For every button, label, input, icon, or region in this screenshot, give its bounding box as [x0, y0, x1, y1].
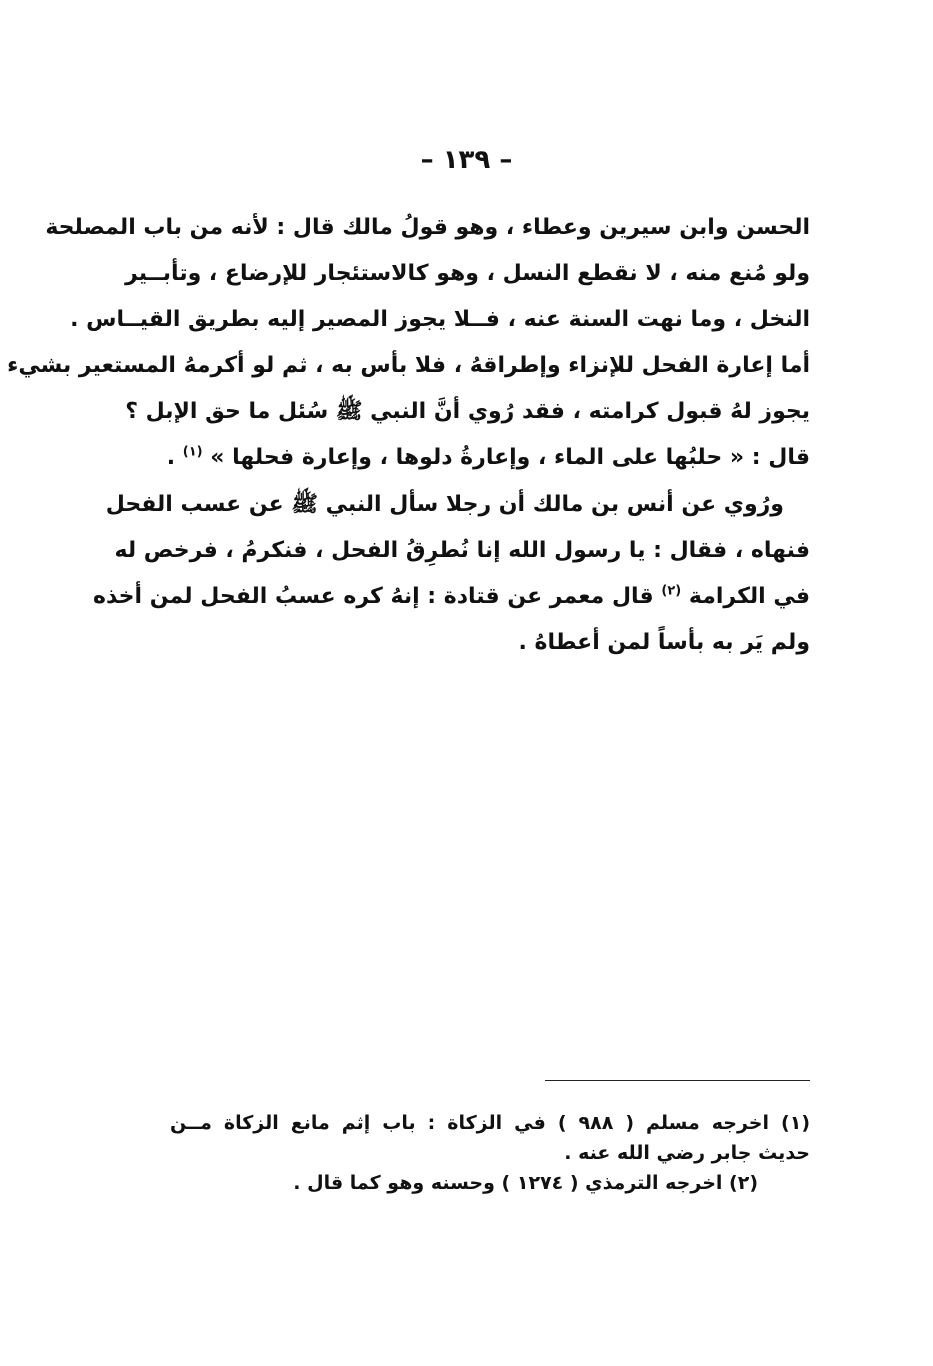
footnote-ref-1: (١): [182, 444, 203, 460]
text-line: [166, 435, 810, 481]
text-line: [92, 574, 810, 620]
footnote-divider: [545, 1080, 810, 1081]
end-punctuation: .: [166, 445, 176, 470]
footnote-2-line: (٢) اخرجه الترمذي ( ١٢٧٤ ) وحسنه وهو كما قال .: [293, 1172, 758, 1194]
text-segment: في الكرامة: [688, 584, 810, 609]
text-line: فنهاه ، فقال : يا رسول الله إنا نُطرِقُ الفحل ، فنكرمُ ، فرخص له: [114, 538, 810, 563]
text-line: الحسن وابن سيرين وعطاء ، وهو قولُ مالك قال : لأنه من باب المصلحة: [45, 215, 810, 240]
footnote-1-line: (١) اخرجه مسلم ( ٩٨٨ ) في الزكاة : باب إثم مانع الزكاة مــن: [170, 1112, 810, 1134]
footnote-1-line: حديث جابر رضي الله عنه .: [564, 1142, 810, 1164]
footnotes: [170, 1108, 810, 1198]
text-line: ورُوي عن أنس بن مالك أن رجلا سأل النبي ﷺ عن عسب الفحل: [105, 492, 784, 517]
text-segment: قال معمر عن قتادة : إنهُ كره عسبُ الفحل لمن أخذه: [92, 584, 654, 609]
footnote-ref-2: (٢): [661, 583, 682, 599]
text-line: النخل ، وما نهت السنة عنه ، فــلا يجوز المصير إليه بطريق القيــاس .: [70, 307, 810, 332]
text-segment: قال : « حلبُها على الماء ، وإعارةُ دلوها ، وإعارة فحلها »: [210, 445, 810, 470]
text-line: يجوز لهُ قبول كرامته ، فقد رُوي أنَّ النبي ﷺ سُئل ما حق الإبل ؟: [125, 399, 810, 424]
page-number: – ١٣٩ –: [420, 145, 513, 175]
paragraph-1: [7, 205, 810, 481]
paragraph-2: [92, 482, 810, 666]
text-line: ولو مُنع منه ، لا نقطع النسل ، وهو كالاستئجار للإرضاع ، وتأبــير: [125, 261, 810, 286]
text-line: أما إعارة الفحل للإنزاء وإطراقهُ ، فلا بأس به ، ثم لو أكرمهُ المستعير بشيء: [7, 353, 810, 378]
text-line: ولم يَر به بأساً لمن أعطاهُ .: [518, 630, 810, 655]
